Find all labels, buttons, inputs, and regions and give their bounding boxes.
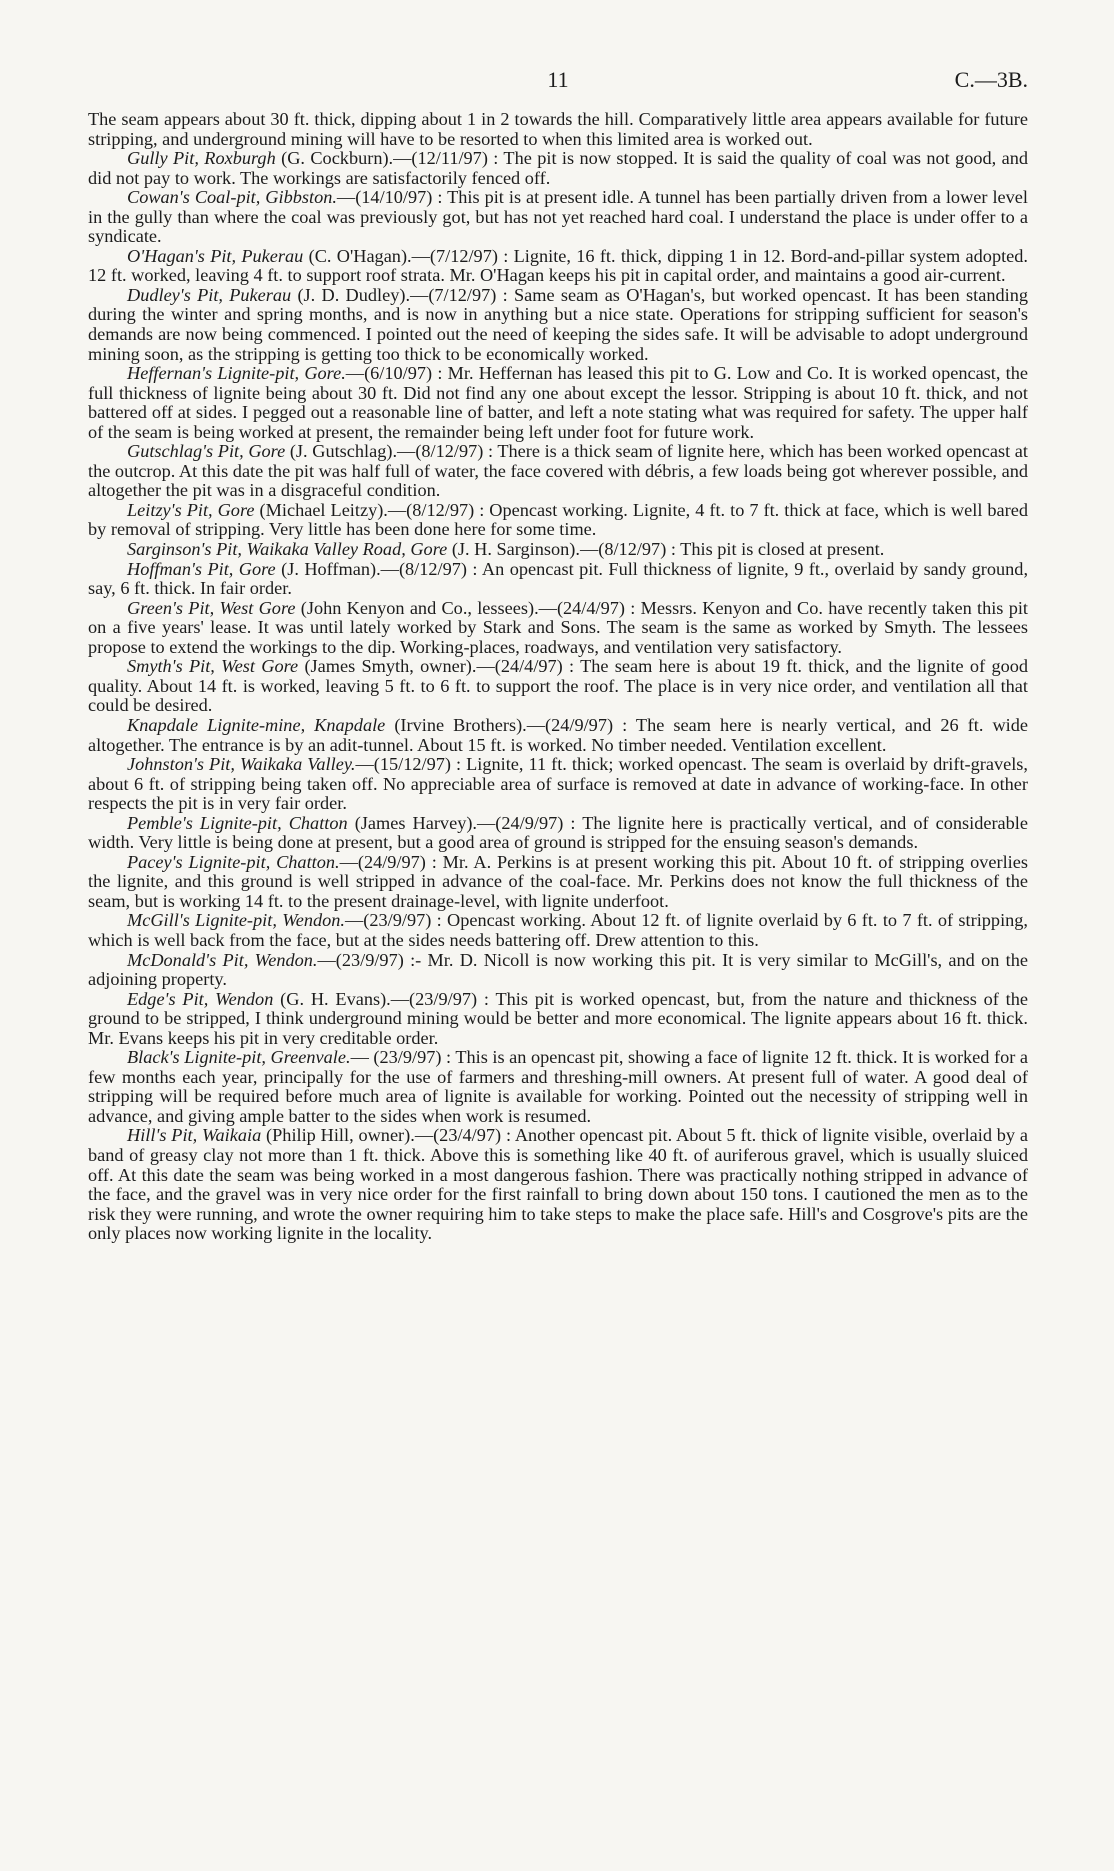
pit-name: Knapdale Lignite-mine, Knapdale <box>127 714 386 735</box>
paragraph <box>88 755 1028 814</box>
paragraph-text: —(8/12/97) : Opencast working. Lignite, 4 ft. to 7 ft. thick at face, which is well bared by removal of stripping. Very little has been done here for some time. <box>88 499 1029 540</box>
pit-name: Gutschlag's Pit, Gore <box>127 441 286 462</box>
paragraph-text: —(24/9/97) : Mr. A. Perkins is at present working this pit. About 10 ft. of stripping overlies the lignite, and this ground is well stripped in advance of the coal-face. Mr. Perkins does not know the full thickness of the seam, but is working 14 ft. to the present drainage-level, with lignite underfoot. <box>88 851 1028 911</box>
paragraph <box>88 814 1028 853</box>
paragraph-text: —(23/9/97) : Opencast working. About 12 ft. of lignite overlaid by 6 ft. to 7 ft. of stripping, which is well back from the face, but at the sides needs battering off. Drew attention to this. <box>88 910 1028 950</box>
paragraph <box>88 501 1028 540</box>
page-number: 11 <box>547 67 569 92</box>
paragraph-text: —(8/12/97) : An opencast pit. Full thickness of lignite, 9 ft., overlaid by sandy ground, say, 6 ft. thick. In fair order. <box>88 558 1029 599</box>
pit-name: Pemble's Lignite-pit, Chatton <box>127 812 348 833</box>
pit-owner: (Philip Hill, owner). <box>261 1125 415 1146</box>
paragraph <box>88 951 1028 990</box>
paragraph <box>88 1048 1028 1126</box>
page-header <box>88 66 1028 110</box>
paragraph <box>88 990 1028 1049</box>
pit-name: Smyth's Pit, West Gore <box>127 656 299 677</box>
pit-name: Sarginson's Pit, Waikaka Valley Road, Gore <box>127 539 448 560</box>
paragraph <box>88 1126 1028 1243</box>
pit-name: Dudley's Pit, Pukerau <box>127 284 292 305</box>
paragraph <box>88 540 1028 560</box>
paragraph-text: —(23/9/97) :- Mr. D. Nicoll is now working this pit. It is very similar to McGill's, and on the adjoining property. <box>88 949 1028 990</box>
paragraph <box>88 853 1028 912</box>
paragraph <box>88 599 1028 658</box>
pit-owner: (G. Cockburn). <box>275 148 394 169</box>
paragraph <box>88 442 1028 501</box>
document-reference: C.—3B. <box>954 67 1028 92</box>
pit-name: Green's Pit, West Gore <box>127 597 296 618</box>
pit-owner: (Irvine Brothers). <box>385 714 527 735</box>
pit-owner: (J. Gutschlag). <box>285 441 398 462</box>
paragraph-text: —(24/9/97) : The seam here is nearly vertical, and 26 ft. wide altogether. The entrance is by an adit-tunnel. About 15 ft. is worked. No timber needed. Ventilation excellent. <box>88 714 1028 755</box>
pit-name: Heffernan's Lignite-pit, Gore. <box>127 363 346 384</box>
pit-name: Pacey's Lignite-pit, Chatton. <box>127 851 340 872</box>
document-page <box>88 66 1028 1244</box>
pit-name: Hill's Pit, Waikaia <box>127 1125 262 1146</box>
pit-owner: (G. H. Evans). <box>273 988 391 1009</box>
pit-name: McDonald's Pit, Wendon. <box>127 949 318 970</box>
paragraph-text: —(8/12/97) : There is a thick seam of lignite here, which has been worked opencast at the outcrop. At this date the pit was half full of water, the face covered with débris, a few loads being got wherever possible, and altogether the pit was in a disgraceful condition. <box>88 441 1029 501</box>
pit-name: Cowan's Coal-pit, Gibbston. <box>127 187 337 208</box>
paragraph-text: The seam appears about 30 ft. thick, dipping about 1 in 2 towards the hill. Comparatively little area appears available for future stripping, and underground mining will have to be resorted to when this limited area is worked out. <box>88 109 1028 149</box>
paragraph <box>88 911 1028 950</box>
paragraph <box>88 110 1028 149</box>
paragraph-text: —(6/10/97) : Mr. Heffernan has leased this pit to G. Low and Co. It is worked opencast, the full thickness of lignite being about 30 ft. Did not find any one about except the lessor. Stripping is about 10 ft. thick, and not battered off at sides. I pegged out a reasonable line of batter, and left a note stating what was required for safety. The upper half of the seam is being worked at present, the remainder being left under foot for future work. <box>88 363 1028 442</box>
pit-name: Hoffman's Pit, Gore <box>127 558 276 579</box>
paragraph-text: —(12/11/97) : The pit is now stopped. It is said the quality of coal was not good, and did not pay to work. The workings are satisfactorily fenced off. <box>88 148 1028 188</box>
paragraph <box>88 657 1028 716</box>
pit-name: McGill's Lignite-pit, Wendon. <box>127 910 346 931</box>
pit-name: Gully Pit, Roxburgh <box>127 148 276 169</box>
paragraph-text: —(15/12/97) : Lignite, 11 ft. thick; worked opencast. The seam is overlaid by drift-gravels, about 6 ft. of stripping being taken off. No appreciable area of surface is removed at date in advance of working-face. In other respects the pit is in very fair order. <box>88 754 1028 814</box>
pit-owner: (James Smyth, owner). <box>298 656 477 677</box>
body-text <box>88 110 1028 1244</box>
pit-owner: (John Kenyon and Co., lessees). <box>295 597 539 618</box>
paragraph-text: —(7/12/97) : Same seam as O'Hagan's, but worked opencast. It has been standing during the winter and spring months, and is now in anything but a nice state. Operations for stripping sufficient for season's demands are now being commenced. I pointed out the need of keeping the sides safe. It will be advisable to adopt underground mining soon, as the stripping is getting too thick to be economically worked. <box>88 284 1028 364</box>
paragraph <box>88 247 1028 286</box>
pit-name: O'Hagan's Pit, Pukerau <box>127 245 304 266</box>
paragraph-text: —(23/4/97) : Another opencast pit. About 5 ft. thick of lignite visible, overlaid by a band of greasy clay not more than 1 ft. thick. Above this is something like 40 ft. of auriferous gravel, which is usually sluiced off. At this date the seam was being worked in a most dangerous fashion. There was practically nothing stripped in advance of the face, and the gravel was in very nice order for the first rainfall to bring down about 150 tons. I cautioned the men as to the risk they were running, and wrote the owner requiring him to take steps to make the place safe. Hill's and Cosgrove's pits are the only places now working lignite in the locality. <box>88 1125 1028 1244</box>
paragraph <box>88 560 1028 599</box>
pit-owner: (Michael Leitzy). <box>254 499 388 520</box>
pit-owner: (J. Hoffman). <box>275 558 381 579</box>
paragraph <box>88 716 1028 755</box>
paragraph-text: —(23/9/97) : This pit is worked opencast, but, from the nature and thickness of the ground to be stripped, I think underground mining would be better and more economical. The lignite appears about 16 ft. thick. Mr. Evans keeps his pit in very creditable order. <box>88 988 1028 1048</box>
paragraph <box>88 149 1028 188</box>
pit-name: Leitzy's Pit, Gore <box>127 499 255 520</box>
paragraph <box>88 364 1028 442</box>
pit-owner: (J. D. Dudley). <box>291 284 411 305</box>
pit-name: Edge's Pit, Wendon <box>127 988 274 1009</box>
pit-owner: (J. H. Sarginson). <box>447 539 580 560</box>
paragraph-text: —(24/4/97) : The seam here is about 19 ft. thick, and the lignite of good quality. About 14 ft. is worked, leaving 5 ft. to 6 ft. to support the roof. The place is in very nice order, and ventilation all that could be desired. <box>88 656 1029 716</box>
pit-owner: (James Harvey). <box>347 812 477 833</box>
pit-name: Black's Lignite-pit, Greenvale. <box>127 1047 351 1068</box>
paragraph-text: —(24/9/97) : The lignite here is practically vertical, and of considerable width. Very little is being done at present, but a good area of ground is stripped for the ensuing season's demands. <box>88 812 1028 853</box>
pit-name: Johnston's Pit, Waikaka Valley. <box>127 754 356 775</box>
paragraph <box>88 188 1028 247</box>
paragraph-text: —(24/4/97) : Messrs. Kenyon and Co. have recently taken this pit on a five years' lease. It was until lately worked by Stark and Sons. The seam is the same as worked by Smyth. The lessees propose to extend the workings to the dip. Working-places, roadways, and ventilation very satisfactory. <box>88 597 1028 657</box>
paragraph-text: —(8/12/97) : This pit is closed at present. <box>579 539 885 560</box>
pit-owner: (C. O'Hagan). <box>303 245 412 266</box>
paragraph <box>88 286 1028 364</box>
paragraph-text: —(14/10/97) : This pit is at present idle. A tunnel has been partially driven from a lower level in the gully than where the coal was previously got, but has not yet reached hard coal. I understand the place is under offer to a syndicate. <box>88 187 1028 247</box>
paragraph-text: — (23/9/97) : This is an opencast pit, showing a face of lignite 12 ft. thick. It is worked for a few months each year, principally for the use of farmers and threshing-mill owners. At present full of water. A good deal of stripping will be required before much area of lignite is available for working. Pointed out the necessity of stripping well in advance, and giving ample batter to the sides when work is resumed. <box>88 1047 1029 1126</box>
paragraph-text: —(7/12/97) : Lignite, 16 ft. thick, dipping 1 in 12. Bord-and-pillar system adopted. 12 ft. worked, leaving 4 ft. to support roof strata. Mr. O'Hagan keeps his pit in capital order, and maintains a good air-current. <box>88 245 1028 286</box>
